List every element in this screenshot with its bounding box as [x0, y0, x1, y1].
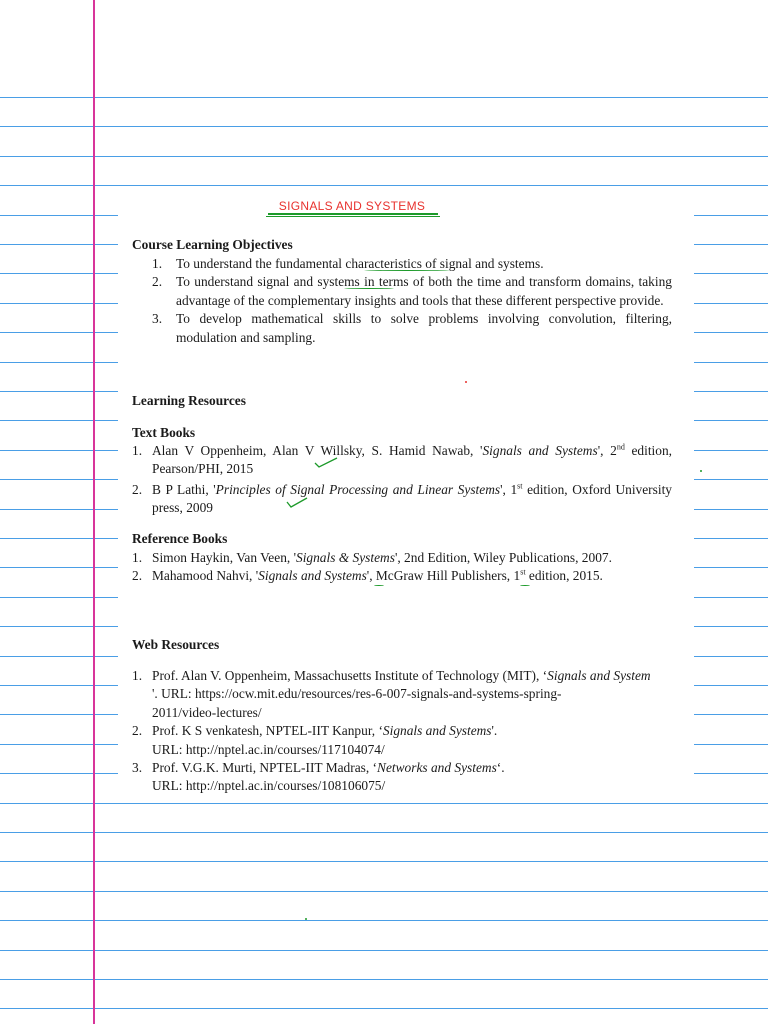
list-item: [132, 567, 672, 585]
rule-line: [0, 1008, 768, 1009]
objectives-heading: Course Learning Objectives: [132, 237, 293, 252]
item-text: Simon Haykin, Van Veen, 'Signals & Systems', 2nd Edition, Wiley Publications, 2007.: [152, 550, 612, 565]
item-text: Alan V Oppenheim, Alan V Willsky, S. Hamid Nawab, 'Signals and Systems', 2nd edition, Pearson/PHI, 2015: [152, 442, 673, 477]
item-text: To understand the fundamental characteristics of signal and systems.: [176, 256, 544, 271]
check-mark-icon: [314, 456, 338, 468]
rule-line: [0, 979, 768, 980]
text-books-heading: Text Books: [132, 425, 196, 440]
margin-line: [93, 0, 95, 1024]
rule-line: [0, 185, 768, 186]
item-number: 1.: [132, 443, 143, 458]
reference-books-heading: Reference Books: [132, 531, 228, 546]
rule-line: [0, 861, 768, 862]
reference-books-list: [132, 549, 672, 586]
rule-line: [0, 126, 768, 127]
item-number: 2.: [132, 481, 143, 497]
ink-underline: [374, 585, 384, 587]
resource-title: Signals and Systems: [382, 723, 492, 739]
rule-line: [0, 920, 768, 921]
title-underline-second: [266, 216, 440, 217]
book-title: Signals and Systems: [258, 568, 367, 584]
ink-underline: [520, 585, 530, 587]
item-text: Prof. K S venkatesh, NPTEL-IIT Kanpur, ‘Signals and Systems'.: [152, 723, 498, 739]
book-title: Signals and Systems: [482, 443, 598, 458]
objectives-list: [132, 255, 672, 347]
item-number: 3.: [152, 311, 163, 327]
resource-title: Signals and System: [547, 668, 651, 683]
item-number: 1.: [132, 550, 143, 565]
item-number: 2.: [152, 274, 163, 290]
rule-line: [0, 950, 768, 951]
item-text: To develop mathematical skills to solve problems involving convolution, filtering, modulation and sampling.: [176, 311, 672, 345]
item-number: 1.: [132, 668, 143, 683]
item-text: Prof. V.G.K. Murti, NPTEL-IIT Madras, ‘Networks and Systems‘.: [152, 760, 505, 776]
ink-underline: [344, 288, 394, 290]
resource-url: URL: http://nptel.ac.in/courses/117104074/: [152, 741, 385, 757]
ink-dot: [465, 381, 467, 383]
text-books-list: [132, 442, 672, 518]
item-text: Mahamood Nahvi, 'Signals and Systems', McGraw Hill Publishers, 1st edition, 2015.: [152, 567, 603, 584]
list-item: [132, 667, 672, 722]
item-number: 2.: [132, 723, 143, 739]
list-item: [132, 442, 672, 479]
list-item: [132, 310, 672, 347]
item-number: 3.: [132, 760, 143, 776]
resource-url: URL: http://nptel.ac.in/courses/108106075/: [152, 778, 386, 794]
title-underline: [268, 213, 438, 215]
resource-title: Networks and Systems: [377, 760, 497, 776]
ink-dot: [700, 470, 702, 472]
page-title: SIGNALS AND SYSTEMS: [278, 199, 426, 213]
resource-url-cont: 2011/video-lectures/: [152, 704, 262, 720]
check-mark-icon: [286, 496, 308, 508]
item-number: 1.: [152, 256, 163, 271]
list-item: [132, 481, 672, 518]
rule-line: [0, 156, 768, 157]
list-item: [132, 722, 672, 759]
syllabus-document: [118, 192, 694, 802]
web-resources-heading: Web Resources: [132, 637, 220, 652]
ink-underline: [364, 270, 450, 272]
book-title: Principles of Signal Processing and Linear Systems: [215, 481, 501, 497]
list-item: [132, 759, 672, 796]
item-text: To understand signal and systems in terms of both the time and transform domains, taking advantage of the complementary insights and tools that these different perspective provide.: [176, 274, 672, 308]
resource-url: '. URL: https://ocw.mit.edu/resources/res-6-007-signals-and-systems-spring-: [152, 686, 562, 702]
list-item: [132, 273, 672, 310]
item-text: B P Lathi, 'Principles of Signal Processing and Linear Systems', 1st edition, Oxford University press, 2009: [152, 481, 672, 516]
rule-line: [0, 97, 768, 98]
book-title: Signals & Systems: [296, 550, 395, 565]
rule-line: [0, 891, 768, 892]
rule-line: [0, 803, 768, 804]
item-number: 2.: [132, 568, 143, 584]
list-item: [132, 549, 672, 567]
rule-line: [0, 832, 768, 833]
web-resources-list: [132, 667, 672, 796]
item-text: Prof. Alan V. Oppenheim, Massachusetts Institute of Technology (MIT), ‘Signals and System: [152, 668, 651, 683]
ink-dot: [305, 918, 307, 920]
learning-resources-heading: Learning Resources: [132, 393, 246, 408]
